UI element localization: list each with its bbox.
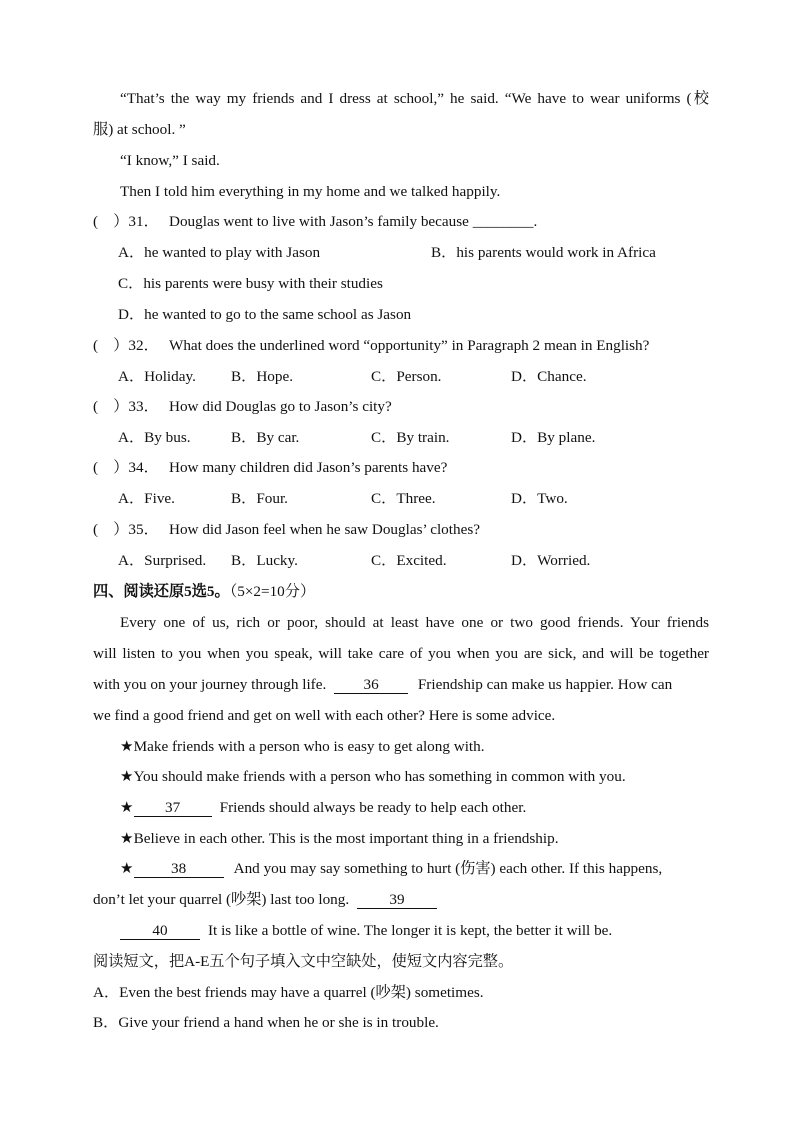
option-a: A．he wanted to play with Jason <box>118 244 321 261</box>
blank-40: 40 <box>120 923 200 940</box>
option-d: D．Two. <box>511 490 568 507</box>
passage-text: And you may say something to hurt (伤害) each other. If this happens, <box>233 860 663 877</box>
section-score: （5×2=10分） <box>229 583 316 600</box>
passage-text: It is like a bottle of wine. The longer it is kept, the better it will be. <box>208 922 613 939</box>
passage-text: with you on your journey through life. <box>93 676 327 693</box>
star-icon: ★ <box>120 860 134 877</box>
advice-item: ★Make friends with a person who is easy to get along with. <box>120 738 485 755</box>
passage-text: don’t let your quarrel (吵架) last too long. <box>93 891 350 908</box>
passage-line: “I know,” I said. <box>120 152 220 169</box>
question-number: ( ）33． <box>93 398 159 415</box>
passage-line: “That’s the way my friends and I dress at school,” he said. “We have to wear uniforms (校 <box>120 90 709 107</box>
passage-text: Friendship can make us happier. How can <box>417 676 673 693</box>
question-31 <box>93 212 713 232</box>
passage-line: will listen to you when you speak, will take care of you when you are sick, and will be together <box>93 645 709 662</box>
passage-line: 服) at school. ” <box>93 121 186 138</box>
option-b: B．By car. <box>231 429 300 446</box>
option-b: B．his parents would work in Africa <box>431 244 656 261</box>
option-c: C．Excited. <box>371 552 447 569</box>
options-row <box>118 243 738 263</box>
question-stem: How did Jason feel when he saw Douglas’ clothes? <box>169 521 480 538</box>
choice-a: A．Even the best friends may have a quarrel (吵架) sometimes. <box>93 984 484 1001</box>
passage-line: Then I told him everything in my home and we talked happily. <box>120 183 501 200</box>
section-4-heading <box>93 582 713 602</box>
question-stem: How did Douglas go to Jason’s city? <box>169 398 392 415</box>
advice-item <box>120 859 709 879</box>
option-a: A．Holiday. <box>118 368 196 385</box>
option-a: A．Five. <box>118 490 175 507</box>
passage-line <box>93 675 713 695</box>
choice-b: B．Give your friend a hand when he or she is in trouble. <box>93 1014 439 1031</box>
option-b: B．Four. <box>231 490 288 507</box>
blank-38: 38 <box>134 861 224 878</box>
option-d: D．By plane. <box>511 429 596 446</box>
option-d: D．Worried. <box>511 552 591 569</box>
advice-item: ★Believe in each other. This is the most important thing in a friendship. <box>120 830 559 847</box>
advice-item <box>120 798 740 818</box>
option-a: A．By bus. <box>118 429 191 446</box>
option-d: D．Chance. <box>511 368 587 385</box>
question-stem: Douglas went to live with Jason’s family because ________. <box>169 213 538 230</box>
question-number: ( ）32． <box>93 337 159 354</box>
question-number: ( ）35． <box>93 521 159 538</box>
question-stem: What does the underlined word “opportunity” in Paragraph 2 mean in English? <box>169 337 650 354</box>
question-33 <box>93 397 713 417</box>
passage-line: we find a good friend and get on well with each other? Here is some advice. <box>93 707 556 724</box>
option-c: C．By train. <box>371 429 450 446</box>
blank-39: 39 <box>357 892 437 909</box>
question-stem: How many children did Jason’s parents have? <box>169 459 448 476</box>
passage-text: Friends should always be ready to help each other. <box>219 799 527 816</box>
question-number: ( ）31． <box>93 213 159 230</box>
passage-line: Every one of us, rich or poor, should at least have one or two good friends. Your friends <box>120 614 709 631</box>
option-d: D．he wanted to go to the same school as Jason <box>118 306 412 323</box>
option-c: C．his parents were busy with their studies <box>118 275 383 292</box>
question-number: ( ）34． <box>93 459 159 476</box>
option-b: B．Lucky. <box>231 552 298 569</box>
option-a: A．Surprised. <box>118 552 207 569</box>
question-35 <box>93 520 713 540</box>
blank-37: 37 <box>134 800 212 817</box>
star-icon: ★ <box>120 799 134 816</box>
passage-line <box>93 890 713 910</box>
blank-36: 36 <box>334 677 408 694</box>
passage-line <box>120 921 740 941</box>
question-34 <box>93 458 713 478</box>
question-32 <box>93 336 713 356</box>
option-b: B．Hope. <box>231 368 294 385</box>
advice-item: ★You should make friends with a person who has something in common with you. <box>120 768 626 785</box>
instruction: 阅读短文，把A-E五个句子填入文中空缺处，使短文内容完整。 <box>93 953 514 970</box>
option-c: C．Person. <box>371 368 442 385</box>
option-c: C．Three. <box>371 490 436 507</box>
section-title: 四、阅读还原5选5。 <box>93 583 230 600</box>
